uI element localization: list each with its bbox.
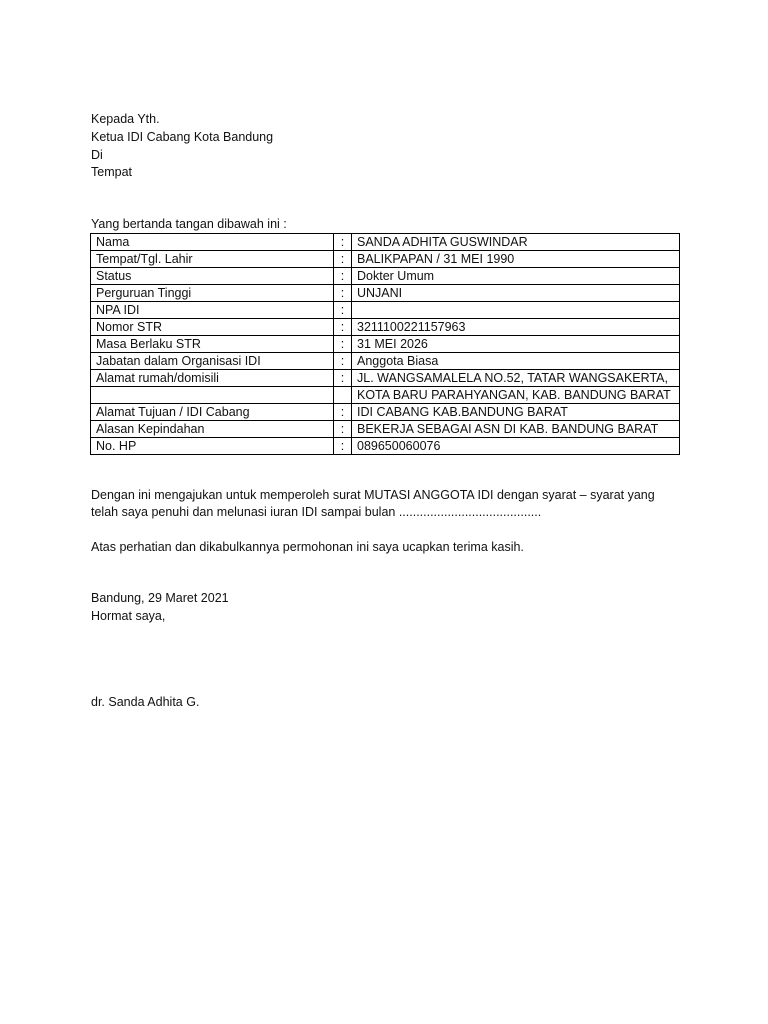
table-row: [91, 438, 680, 455]
row-value: BEKERJA SEBAGAI ASN DI KAB. BANDUNG BARAT: [352, 421, 680, 438]
place-date: Bandung, 29 Maret 2021: [91, 591, 229, 605]
row-colon: :: [334, 302, 352, 319]
recipient-line-2: Ketua IDI Cabang Kota Bandung: [91, 130, 274, 144]
recipient-line-3: Di: [91, 148, 103, 162]
intro-text: Yang bertanda tangan dibawah ini :: [91, 217, 287, 231]
row-colon: :: [334, 336, 352, 353]
row-value: 31 MEI 2026: [352, 336, 680, 353]
thanks-paragraph: Atas perhatian dan dikabulkannya permohonan ini saya ucapkan terima kasih.: [91, 540, 524, 554]
row-value: Dokter Umum: [352, 268, 680, 285]
row-value: [352, 302, 680, 319]
row-label: Jabatan dalam Organisasi IDI: [91, 353, 334, 370]
table-row: [91, 319, 680, 336]
row-colon: :: [334, 319, 352, 336]
table-row: [91, 234, 680, 251]
row-label: Alamat Tujuan / IDI Cabang: [91, 404, 334, 421]
row-value: UNJANI: [352, 285, 680, 302]
row-value: IDI CABANG KAB.BANDUNG BARAT: [352, 404, 680, 421]
table-row: [91, 251, 680, 268]
row-colon: :: [334, 438, 352, 455]
table-row: [91, 353, 680, 370]
row-value: BALIKPAPAN / 31 MEI 1990: [352, 251, 680, 268]
row-colon: :: [334, 404, 352, 421]
table-row: [91, 370, 680, 387]
table-row: [91, 302, 680, 319]
row-value: KOTA BARU PARAHYANGAN, KAB. BANDUNG BARAT: [352, 387, 680, 404]
closing-salutation: Hormat saya,: [91, 609, 166, 623]
row-label: Perguruan Tinggi: [91, 285, 334, 302]
body-paragraph-line-1: Dengan ini mengajukan untuk memperoleh surat MUTASI ANGGOTA IDI dengan syarat – syarat yang: [91, 488, 655, 502]
row-label: Nama: [91, 234, 334, 251]
row-label: Tempat/Tgl. Lahir: [91, 251, 334, 268]
row-label: Alasan Kepindahan: [91, 421, 334, 438]
row-colon: :: [334, 285, 352, 302]
row-colon: :: [334, 251, 352, 268]
row-label: Alamat rumah/domisili: [91, 370, 334, 387]
row-colon: :: [334, 234, 352, 251]
body-paragraph-line-2: telah saya penuhi dan melunasi iuran IDI sampai bulan .........................................: [91, 505, 542, 519]
recipient-line-4: Tempat: [91, 165, 132, 179]
row-label: NPA IDI: [91, 302, 334, 319]
row-label: Masa Berlaku STR: [91, 336, 334, 353]
row-colon-empty: [334, 387, 352, 404]
table-row: [91, 285, 680, 302]
row-colon: :: [334, 421, 352, 438]
table-row: [91, 336, 680, 353]
recipient-line-1: Kepada Yth.: [91, 112, 160, 126]
signature-name: dr. Sanda Adhita G.: [91, 695, 200, 709]
row-label: Nomor STR: [91, 319, 334, 336]
table-row: [91, 387, 680, 404]
row-value: 3211100221157963: [352, 319, 680, 336]
applicant-data-table: [90, 233, 680, 455]
row-value: SANDA ADHITA GUSWINDAR: [352, 234, 680, 251]
table-row: [91, 268, 680, 285]
row-colon: :: [334, 268, 352, 285]
row-label: No. HP: [91, 438, 334, 455]
row-value: 089650060076: [352, 438, 680, 455]
row-label: Status: [91, 268, 334, 285]
row-value: Anggota Biasa: [352, 353, 680, 370]
table-row: [91, 421, 680, 438]
row-colon: :: [334, 353, 352, 370]
row-value: JL. WANGSAMALELA NO.52, TATAR WANGSAKERTA,: [352, 370, 680, 387]
table-row: [91, 404, 680, 421]
row-label: [91, 387, 334, 404]
row-colon: :: [334, 370, 352, 387]
